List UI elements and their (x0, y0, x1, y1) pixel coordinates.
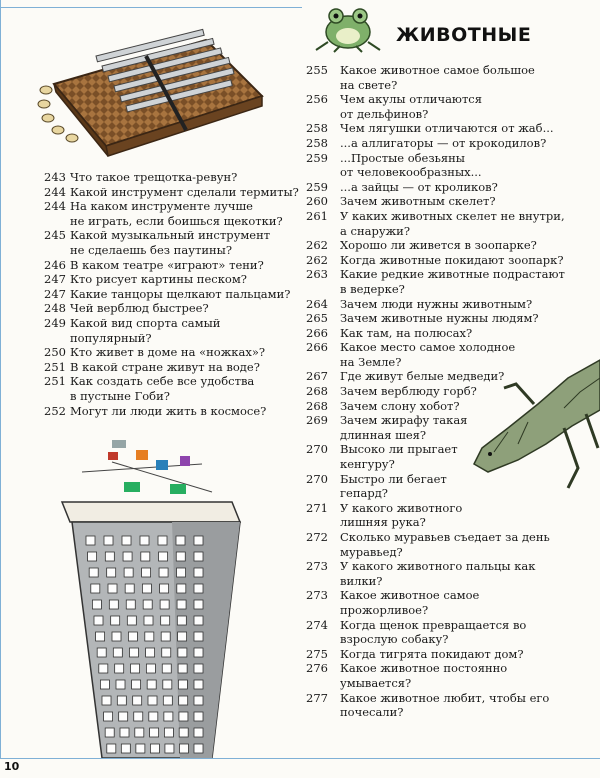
building-window (177, 600, 186, 609)
question-text (340, 297, 565, 312)
question-page-number: 259 (306, 179, 328, 194)
question-line: У каких животных скелет не внутри, (340, 208, 565, 223)
building-window (116, 680, 125, 689)
building-window (150, 728, 159, 737)
question-line: Быстро ли бегает (340, 471, 447, 486)
question-text (70, 345, 299, 360)
question-text (340, 691, 565, 720)
question-line: Какое животное постоянно (340, 661, 508, 676)
building-window (178, 632, 187, 641)
question-line: прожорливое? (340, 602, 429, 617)
question-entry (306, 297, 565, 312)
building-window (159, 552, 168, 561)
question-page-number: 264 (306, 296, 328, 311)
question-page-number: 262 (306, 238, 328, 253)
section-title: ЖИВОТНЫЕ (396, 24, 532, 46)
question-page-number: 261 (306, 208, 328, 223)
building-window (122, 536, 131, 545)
question-text (70, 374, 299, 403)
question-entry (306, 588, 565, 617)
question-line: длинная шея? (340, 427, 427, 442)
building-window (194, 616, 203, 625)
question-line: В какой стране живут на воде? (70, 359, 260, 374)
question-line: Чем лягушки отличаются от жаб... (340, 121, 554, 136)
building-window (113, 648, 122, 657)
building-window (194, 744, 203, 753)
question-text (70, 185, 299, 200)
building-window (135, 728, 144, 737)
question-line: взрослую собаку? (340, 632, 449, 647)
question-line: Зачем животным скелет? (340, 194, 496, 209)
building-window (160, 584, 169, 593)
building-window (132, 680, 141, 689)
question-page-number: 273 (306, 588, 328, 603)
question-entry (44, 287, 299, 302)
question-text (340, 63, 565, 92)
question-text (70, 228, 299, 257)
question-line: У какого животного пальцы как (340, 559, 536, 574)
building-window (92, 600, 101, 609)
question-line: Какое животное самое (340, 588, 480, 603)
question-line: Когда тигрята покидают дом? (340, 646, 524, 661)
question-text (340, 588, 565, 617)
building-window (108, 584, 117, 593)
building-window (178, 680, 187, 689)
page-frame-bottom (0, 758, 600, 759)
question-page-number: 245 (44, 228, 66, 243)
building-window (161, 616, 170, 625)
question-entry (306, 136, 565, 151)
question-line: Что такое трещотка-ревун? (70, 170, 238, 184)
skyscraper-illustration (52, 432, 262, 758)
question-page-number: 244 (44, 184, 66, 199)
question-entry (306, 661, 565, 690)
question-page-number: 244 (44, 199, 66, 214)
question-text (340, 267, 565, 296)
question-page-number: 270 (306, 471, 328, 486)
question-line: Какие танцоры щелкают пальцами? (70, 286, 291, 301)
question-page-number: 274 (306, 617, 328, 632)
question-entry (44, 228, 299, 257)
question-line: вилки? (340, 573, 383, 588)
crocodile-illustration (468, 348, 600, 498)
question-entry (306, 267, 565, 296)
question-entry (44, 272, 299, 287)
building-window (97, 648, 106, 657)
question-page-number: 268 (306, 384, 328, 399)
building-window (179, 728, 188, 737)
building-window (119, 712, 128, 721)
building-window (115, 664, 124, 673)
question-entry (306, 238, 565, 253)
building-window (194, 696, 203, 705)
building-window (178, 664, 187, 673)
building-window (100, 680, 109, 689)
question-line: не играть, если боишься щекотки? (70, 213, 283, 228)
building-window (146, 648, 155, 657)
question-line: Чей верблюд быстрее? (70, 301, 209, 316)
building-window (194, 728, 203, 737)
question-entry (306, 618, 565, 647)
question-page-number: 275 (306, 646, 328, 661)
question-line: почесали? (340, 705, 404, 720)
question-line: лишняя рука? (340, 515, 426, 530)
building-window (126, 600, 135, 609)
question-line: от дельфинов? (340, 106, 429, 121)
question-line: Как создать себе все удобства (70, 374, 255, 389)
building-window (131, 664, 140, 673)
building-window (125, 584, 134, 593)
question-page-number: 260 (306, 194, 328, 209)
question-line: Кто живет в доме на «ножках»? (70, 345, 266, 360)
question-page-number: 251 (44, 359, 66, 374)
question-text (340, 530, 565, 559)
question-page-number: 273 (306, 559, 328, 574)
building-window (142, 584, 151, 593)
question-line: от человекообразных... (340, 165, 482, 180)
question-entry (306, 92, 565, 121)
question-entry (306, 253, 565, 268)
building-window (194, 632, 203, 641)
question-page-number: 267 (306, 369, 328, 384)
question-entry (44, 170, 299, 185)
building-window (86, 536, 95, 545)
question-line: Какое животное самое большое (340, 63, 535, 77)
building-window (164, 712, 173, 721)
question-text (340, 253, 565, 268)
question-page-number: 269 (306, 413, 328, 428)
question-line: ...а зайцы — от кроликов? (340, 179, 498, 194)
building-window (121, 744, 130, 753)
question-text (340, 136, 565, 151)
building-window (194, 680, 203, 689)
question-page-number: 249 (44, 315, 66, 330)
building-window (162, 648, 171, 657)
left-question-list (44, 170, 299, 418)
question-line: не сделаешь без паутины? (70, 242, 232, 257)
question-text (70, 170, 299, 185)
question-line: кенгуру? (340, 457, 395, 472)
building-window (136, 744, 145, 753)
question-entry (44, 360, 299, 375)
question-page-number: 243 (44, 170, 66, 184)
page-frame-left (0, 0, 1, 758)
question-text (340, 151, 565, 180)
question-page-number: 277 (306, 690, 328, 705)
building-window (194, 712, 203, 721)
question-text (340, 180, 565, 195)
building-window (149, 712, 158, 721)
question-line: Где живут белые медведи? (340, 369, 505, 384)
question-line: на Земле? (340, 354, 402, 369)
building-window (88, 552, 97, 561)
question-entry (44, 404, 299, 419)
question-page-number: 259 (306, 150, 328, 165)
question-text (70, 272, 299, 287)
question-entry (44, 199, 299, 228)
building-window (133, 696, 142, 705)
question-text (340, 661, 565, 690)
question-line: Какие редкие животные подрастают (340, 267, 565, 282)
question-page-number: 246 (44, 257, 66, 272)
question-line: Высоко ли прыгает (340, 442, 458, 457)
building-window (194, 568, 203, 577)
building-window (105, 552, 114, 561)
question-entry (306, 311, 565, 326)
building-window (145, 632, 154, 641)
question-line: гепард? (340, 486, 388, 501)
building-window (177, 568, 186, 577)
question-text (340, 311, 565, 326)
question-line: в ведерке? (340, 281, 405, 296)
page-frame-top (0, 7, 302, 8)
building-window (129, 648, 138, 657)
question-page-number: 276 (306, 661, 328, 676)
building-window (127, 616, 136, 625)
question-line: а снаружи? (340, 223, 411, 238)
question-entry (306, 151, 565, 180)
question-page-number: 271 (306, 500, 328, 515)
question-text (340, 194, 565, 209)
building-window (146, 664, 155, 673)
question-line: Кто рисует картины песком? (70, 272, 247, 287)
building-window (105, 728, 114, 737)
building-window (194, 552, 203, 561)
question-entry (306, 63, 565, 92)
question-line: в пустыне Гоби? (70, 388, 170, 403)
question-entry (306, 209, 565, 238)
building-window (147, 680, 156, 689)
question-line: умывается? (340, 675, 412, 690)
question-line: Зачем люди нужны животным? (340, 296, 533, 311)
question-line: На каком инструменте лучше (70, 199, 253, 214)
question-line: Какой инструмент сделали термиты? (70, 184, 299, 199)
building-window (176, 536, 185, 545)
question-text (70, 258, 299, 273)
building-window (104, 712, 113, 721)
building-window (89, 568, 98, 577)
building-window (143, 600, 152, 609)
question-entry (44, 185, 299, 200)
question-line: популярный? (70, 330, 152, 345)
question-text (340, 559, 565, 588)
question-page-number: 268 (306, 398, 328, 413)
question-line: В каком театре «играют» тени? (70, 257, 264, 272)
question-line: Чем акулы отличаются (340, 92, 483, 107)
building-window (123, 552, 132, 561)
building-window (141, 552, 150, 561)
building-window (178, 648, 187, 657)
building-window (194, 648, 203, 657)
building-window (102, 696, 111, 705)
question-entry (44, 345, 299, 360)
question-line: Хорошо ли живется в зоопарке? (340, 238, 537, 253)
building-window (194, 584, 203, 593)
kalimba-illustration (36, 26, 268, 161)
question-text (70, 199, 299, 228)
building-window (117, 696, 126, 705)
question-entry (306, 691, 565, 720)
question-line: Какое место самое холодное (340, 340, 516, 355)
question-page-number: 252 (44, 403, 66, 418)
question-entry (44, 374, 299, 403)
question-line: Зачем животные нужны людям? (340, 311, 539, 326)
question-text (70, 301, 299, 316)
question-entry (44, 301, 299, 316)
question-page-number: 263 (306, 267, 328, 282)
building-window (160, 600, 169, 609)
question-entry (306, 121, 565, 136)
building-window (91, 584, 100, 593)
question-page-number: 270 (306, 442, 328, 457)
question-text (70, 316, 299, 345)
question-text (340, 501, 565, 530)
question-line: Когда животные покидают зоопарк? (340, 252, 564, 267)
question-line: муравьед? (340, 544, 403, 559)
building-window (128, 632, 137, 641)
building-window (179, 744, 188, 753)
question-text (340, 92, 565, 121)
building-window (179, 712, 188, 721)
building-window (150, 744, 159, 753)
building-window (120, 728, 129, 737)
building-window (134, 712, 143, 721)
question-line: ...Простые обезьяны (340, 150, 465, 165)
question-text (70, 287, 299, 302)
question-text (340, 326, 565, 341)
question-text (70, 404, 299, 419)
building-window (194, 600, 203, 609)
question-page-number: 248 (44, 301, 66, 316)
building-window (165, 744, 174, 753)
building-window (144, 616, 153, 625)
question-page-number: 258 (306, 121, 328, 136)
building-window (162, 664, 171, 673)
frog-icon (312, 2, 384, 54)
question-page-number: 262 (306, 252, 328, 267)
question-page-number: 256 (306, 92, 328, 107)
question-line: Какой музыкальный инструмент (70, 228, 271, 243)
question-entry (44, 258, 299, 273)
question-line: Какой вид спорта самый (70, 315, 221, 330)
question-line: Сколько муравьев съедает за день (340, 530, 550, 544)
page-number: 10 (4, 760, 20, 773)
building-window (194, 536, 203, 545)
question-text (340, 647, 565, 662)
building-window (163, 696, 172, 705)
question-line: Зачем жирафу такая (340, 413, 468, 428)
question-text (340, 618, 565, 647)
building-window (96, 632, 105, 641)
building-window (179, 696, 188, 705)
question-page-number: 258 (306, 135, 328, 150)
building-window (177, 616, 186, 625)
question-entry (306, 501, 565, 530)
question-line: Зачем слону хобот? (340, 398, 460, 413)
question-page-number: 250 (44, 345, 66, 360)
question-page-number: 251 (44, 374, 66, 389)
building-window (176, 552, 185, 561)
building-window (94, 616, 103, 625)
building-window (177, 584, 186, 593)
question-line: ...а аллигаторы — от крокодилов? (340, 135, 547, 150)
building-window (158, 536, 167, 545)
question-text (70, 360, 299, 375)
question-line: на свете? (340, 77, 398, 92)
question-line: Как там, на полюсах? (340, 325, 473, 340)
building-window (194, 664, 203, 673)
question-page-number: 266 (306, 325, 328, 340)
building-window (164, 728, 173, 737)
building-window (99, 664, 108, 673)
question-entry (306, 180, 565, 195)
question-text (340, 209, 565, 238)
question-line: Зачем верблюду горб? (340, 384, 477, 399)
building-window (109, 600, 118, 609)
question-entry (306, 194, 565, 209)
question-page-number: 265 (306, 311, 328, 326)
question-line: Когда щенок превращается во (340, 617, 527, 632)
question-page-number: 247 (44, 272, 66, 287)
building-window (161, 632, 170, 641)
building-window (142, 568, 151, 577)
building-window (104, 536, 113, 545)
question-page-number: 255 (306, 63, 328, 77)
question-entry (306, 647, 565, 662)
building-window (140, 536, 149, 545)
question-entry (306, 559, 565, 588)
question-text (340, 121, 565, 136)
question-entry (306, 530, 565, 559)
question-line: Могут ли люди жить в космосе? (70, 403, 267, 418)
question-page-number: 272 (306, 530, 328, 544)
question-line: Какое животное любит, чтобы его (340, 690, 550, 705)
building-window (107, 744, 116, 753)
question-entry (306, 326, 565, 341)
building-window (148, 696, 157, 705)
question-page-number: 247 (44, 286, 66, 301)
building-window (163, 680, 172, 689)
building-window (112, 632, 121, 641)
building-window (111, 616, 120, 625)
question-entry (44, 316, 299, 345)
question-line: У какого животного (340, 500, 463, 515)
building-window (159, 568, 168, 577)
building-window (124, 568, 133, 577)
question-text (340, 238, 565, 253)
question-page-number: 266 (306, 340, 328, 355)
building-window (107, 568, 116, 577)
